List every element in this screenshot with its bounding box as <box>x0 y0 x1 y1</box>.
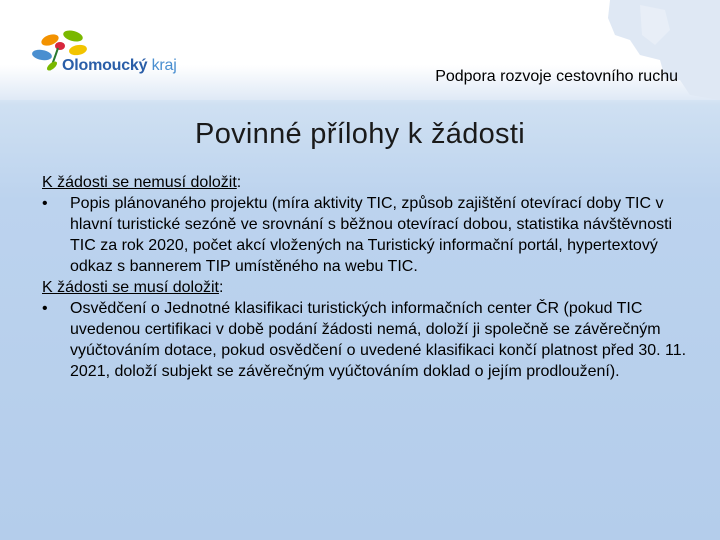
header-subtitle: Podpora rozvoje cestovního ruchu <box>435 68 678 85</box>
bullet-text: Popis plánovaného projektu (míra aktivity TIC, způsob zajištění otevírací doby TIC v hlavní turistické sezóně ve srovnání s běžnou otevírací dobou, statistika návštěvnosti TIC za rok 2020, počet akcí vložených na Turistický informační portál, hypertextový odkaz s bannerem TIP umístěného na webu TIC. <box>70 195 673 275</box>
section-heading: K žádosti se nemusí doložit: <box>42 174 242 191</box>
logo-suffix: kraj <box>151 57 177 74</box>
logo-text <box>62 57 177 75</box>
logo-name: Olomoucký <box>62 57 148 74</box>
content-body <box>42 172 692 382</box>
bullet-item <box>42 298 692 382</box>
section-heading: K žádosti se musí doložit: <box>42 279 224 296</box>
bullet-item <box>42 193 692 277</box>
slide-title: Povinné přílohy k žádosti <box>195 118 525 150</box>
bullet-text: Osvědčení o Jednotné klasifikaci turistických informačních center ČR (pokud TIC uvedenou certifikaci v době podání žádosti nemá, doloží ji společně se závěrečným vyúčtováním dotace, pokud osvědčení o uvedené klasifikaci končí platnost před 30. 11. 2021, doloží subjekt se závěrečným vyúčtováním doklad o jejím prodloužení). <box>70 300 687 380</box>
bullet-marker: • <box>42 195 48 212</box>
bullet-marker: • <box>42 300 48 317</box>
